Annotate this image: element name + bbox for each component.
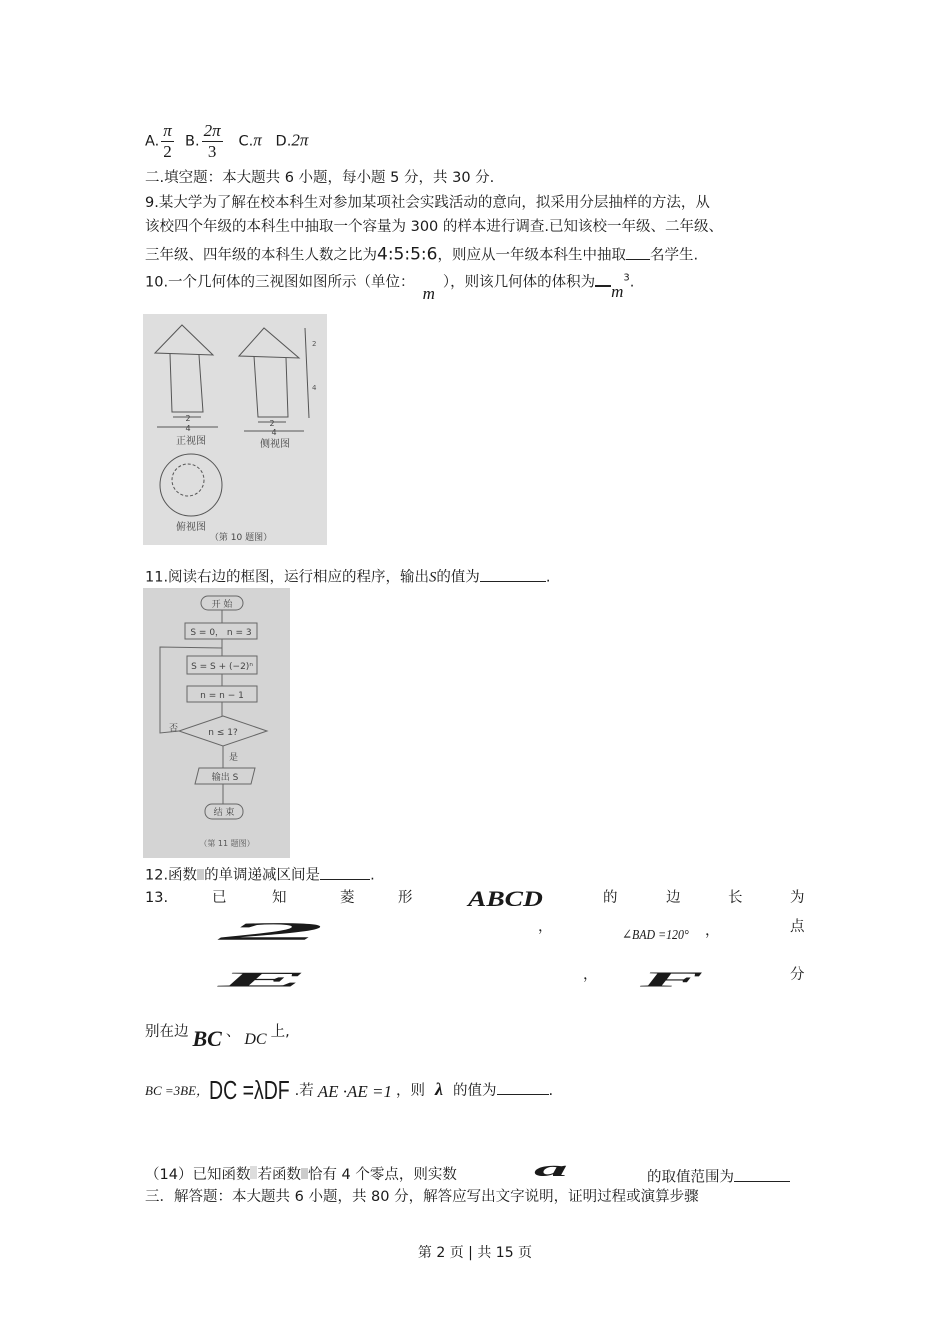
- flow-init: S = 0， n = 3: [190, 628, 252, 638]
- q14-text-mid2: 恰有 4 个零点，则实数: [307, 1167, 457, 1183]
- flowchart-drawing: [143, 588, 290, 858]
- period: .: [548, 1083, 554, 1099]
- flow-start: 开 始: [211, 600, 233, 610]
- q13-text: 别在边: [145, 1024, 189, 1040]
- answer-blank: [480, 566, 546, 582]
- section2-heading: 二.填空题：本大题共 6 小题，每小题 5 分，共 30 分.: [145, 170, 495, 186]
- comma: ，: [538, 919, 553, 935]
- q9-line2: 该校四个年级的本科生中抽取一个容量为 300 的样本进行调查.已知该校一年级、二年级、: [145, 219, 723, 235]
- q13-word: 形: [398, 890, 413, 906]
- math-bc-3be: BC =3BE，: [145, 1083, 210, 1098]
- answer-blank: [497, 1080, 549, 1096]
- q13-line4: [145, 1018, 290, 1051]
- q11-text-pre: 11.阅读右边的框图，运行相应的程序，输出: [145, 569, 430, 586]
- q12-text-pre: 12.函数: [145, 867, 198, 884]
- math-e: E: [218, 968, 308, 992]
- math-a: a: [534, 1156, 568, 1181]
- q9-text: 三年级、四年级的本科生人数之比为: [145, 247, 377, 264]
- unit-m3: m: [611, 281, 624, 301]
- q14-text: [145, 1166, 457, 1183]
- flow-yes: 是: [229, 753, 239, 763]
- math-dc: DC: [244, 1031, 267, 1048]
- answer-blank: [734, 1166, 790, 1182]
- period: .: [629, 274, 635, 291]
- dim-outer-front: 4: [185, 424, 191, 433]
- q8-options: [145, 122, 308, 161]
- q10-text-mid: ），则该几何体的体积为: [442, 274, 596, 291]
- q13-word: 的: [603, 890, 618, 906]
- side-view-label: 侧视图: [260, 439, 290, 450]
- q9-text: 名学生.: [649, 247, 699, 264]
- q9-text: ，则应从一年级本科生中抽取: [437, 247, 626, 264]
- three-view-drawing: [143, 314, 327, 545]
- flow-update: S = S + (−2)ⁿ: [191, 662, 253, 672]
- q13-word: 边: [666, 890, 681, 906]
- option-b-label: B.: [185, 133, 200, 150]
- option-d-value: 2π: [291, 130, 309, 150]
- q14-text-pre: （14）已知函数: [145, 1167, 251, 1183]
- math-dc-lambda-df: DC =λDF: [209, 1075, 290, 1105]
- q14-text-post: 的取值范围为: [647, 1169, 734, 1186]
- q11-text-post: 的值为: [436, 569, 480, 586]
- q12-text-post: 的单调递减区间是: [204, 867, 321, 884]
- math-ae-dot: AE ·AE =1: [317, 1082, 393, 1101]
- front-view-label: 正视图: [176, 436, 206, 447]
- q13-word: 点: [790, 919, 805, 935]
- q13-word: 已: [212, 890, 227, 906]
- dim-height: 4: [312, 384, 317, 392]
- section3-heading: 三．解答题：本大题共 6 小题，共 80 分，解答应写出文字说明，证明过程或演算步骤: [145, 1189, 699, 1205]
- q12-text: [145, 864, 375, 883]
- dim-outer-side: 4: [271, 428, 277, 437]
- comma: ，: [583, 967, 598, 983]
- flowchart-figure: [143, 588, 290, 858]
- option-c-value: π: [253, 130, 262, 150]
- comma: ，: [705, 923, 720, 939]
- q9-ratio: 4:5:5:6: [377, 244, 438, 265]
- answer-blank: [626, 244, 650, 260]
- answer-blank: [595, 270, 611, 287]
- q13-word: 长: [728, 890, 743, 906]
- math-bc: BC: [192, 1026, 222, 1051]
- q13-num: 13.: [145, 890, 169, 906]
- answer-blank: [320, 864, 370, 880]
- formula-placeholder-image: [197, 869, 204, 880]
- option-a-label: A.: [145, 133, 160, 150]
- q13-word: 为: [790, 890, 805, 906]
- dim-top: 2: [312, 340, 317, 348]
- math-abcd: ABCD: [468, 886, 543, 911]
- dim-inner-front: 2: [185, 414, 191, 423]
- flow-end: 结 束: [213, 808, 235, 818]
- flow-output: 输出 S: [211, 773, 239, 783]
- q13-line5: [145, 1073, 554, 1105]
- q13-text: ，则: [396, 1083, 426, 1099]
- option-c-label: C.: [238, 133, 254, 150]
- q13-word: 菱: [340, 890, 355, 906]
- q13-text: 上,: [270, 1024, 290, 1040]
- unit-exponent: 3: [623, 272, 630, 284]
- q14-tail: [647, 1166, 790, 1185]
- page-footer: 第 2 页 | 共 15 页: [417, 1245, 533, 1261]
- flow-decrement: n = n − 1: [200, 691, 244, 701]
- period: .: [545, 569, 551, 586]
- unit-m: m: [422, 283, 435, 303]
- option-a-fraction: $\frac{\pi}{2}$: [163, 121, 172, 161]
- var-s: S: [429, 569, 437, 586]
- math-f: F: [640, 968, 704, 992]
- q10-text-pre: 10.一个几何体的三视图如图所示（单位：: [145, 274, 415, 291]
- q13-text: .若: [294, 1083, 314, 1099]
- angle-bad: ∠BAD =120°: [622, 928, 689, 943]
- three-view-figure: [143, 314, 327, 545]
- formula-placeholder-image: [301, 1168, 308, 1179]
- flow-no: 否: [169, 724, 179, 734]
- option-d-label: D.: [275, 133, 292, 150]
- math-lambda: λ: [435, 1079, 444, 1099]
- q13-word: 知: [272, 890, 287, 906]
- q10-text: [145, 270, 635, 303]
- q13-text: 的值为: [453, 1083, 497, 1099]
- figure-caption: （第 11 题图）: [199, 839, 255, 848]
- q9-line1: 9.某大学为了解在校本科生对参加某项社会实践活动的意向，拟采用分层抽样的方法，从: [145, 195, 710, 211]
- flow-condition: n ≤ 1?: [208, 728, 238, 738]
- q13-text: 、: [225, 1024, 241, 1040]
- dim-inner-side: 2: [269, 419, 275, 428]
- top-view-label: 俯视图: [176, 522, 206, 533]
- math-two: 2: [220, 918, 325, 947]
- q14-text-mid: 若函数: [257, 1167, 301, 1183]
- q13-word: 分: [790, 967, 805, 983]
- period: .: [370, 867, 375, 884]
- q11-text: [145, 566, 550, 585]
- option-b-fraction: $\frac{2\pi}{3}$: [203, 121, 221, 161]
- q9-line3: [145, 244, 698, 264]
- figure-caption: （第 10 题图）: [209, 533, 273, 543]
